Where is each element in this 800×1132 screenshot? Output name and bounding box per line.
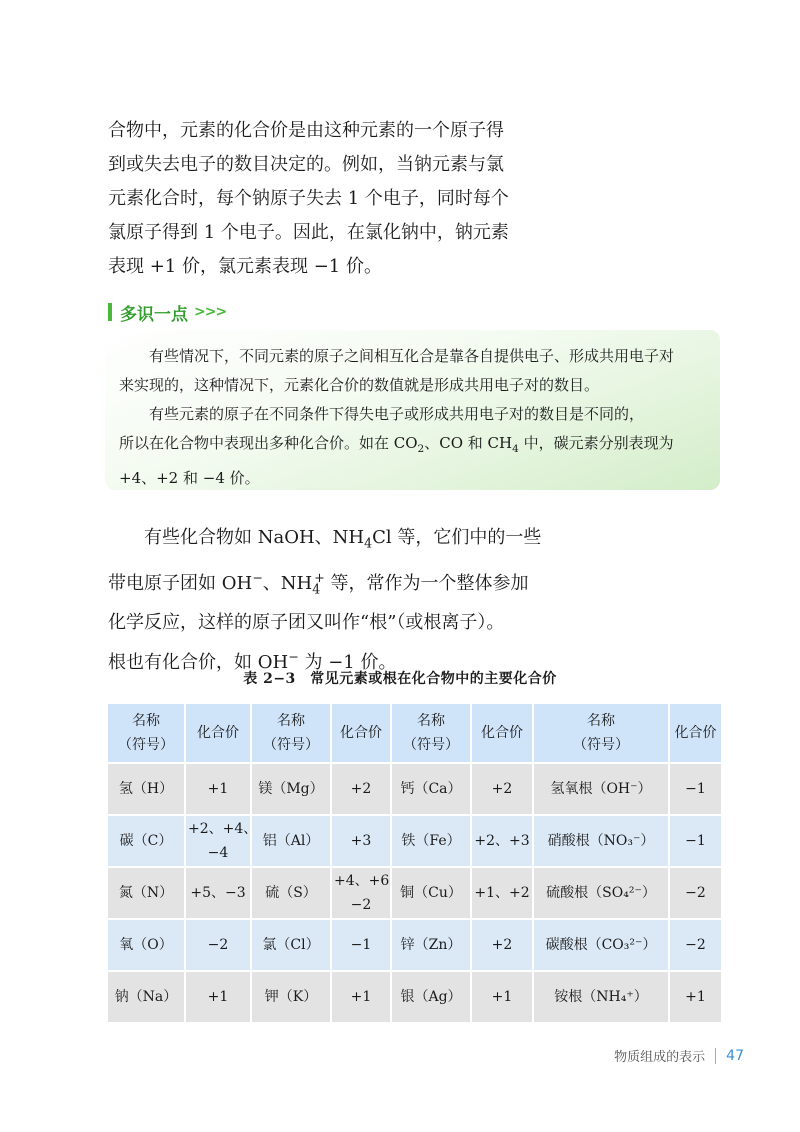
header-text: 名称 bbox=[132, 713, 160, 729]
header-valence: 化合价 bbox=[471, 703, 533, 763]
valence-value: +1、+2 bbox=[471, 867, 533, 919]
superscript: + bbox=[314, 569, 325, 585]
tip-heading bbox=[108, 300, 226, 324]
element-name: 钠（Na） bbox=[107, 971, 185, 1023]
footer-section-title: 物质组成的表示 bbox=[614, 1050, 706, 1065]
valence-value bbox=[185, 815, 258, 867]
text-fragment: 所以在化合物中表现出多种化合价。如在 CO bbox=[119, 434, 418, 452]
valence-value: +1 bbox=[471, 971, 533, 1023]
text-fragment: 带电原子团如 OH bbox=[108, 572, 253, 594]
text-line: 氯原子得到 1 个电子。因此，在氯化钠中，钠元素 bbox=[108, 222, 509, 243]
valence-value: +1 bbox=[185, 763, 251, 815]
element-name: 镁（Mg） bbox=[251, 763, 331, 815]
valence-value: +2 bbox=[471, 763, 533, 815]
valence-line: −2 bbox=[350, 897, 372, 913]
superscript: − bbox=[252, 569, 263, 585]
header-name bbox=[107, 703, 185, 763]
table-row bbox=[107, 763, 722, 815]
radical-name: 碳酸根（CO₃²⁻） bbox=[533, 919, 669, 971]
text-fragment: 为 −1 价。 bbox=[298, 652, 397, 674]
header-text: 名称 bbox=[587, 713, 615, 729]
tip-box bbox=[105, 330, 720, 490]
element-name: 铝（Al） bbox=[251, 815, 331, 867]
element-name: 氮（N） bbox=[107, 867, 185, 919]
valence-value: +3 bbox=[331, 815, 391, 867]
subscript: 4 bbox=[512, 443, 519, 455]
text-line: 元素化合时，每个钠原子失去 1 个电子，同时每个 bbox=[108, 188, 509, 209]
valence-value: +1 bbox=[185, 971, 251, 1023]
text-line: 化学反应，这样的原子团又叫作“根”（或根离子）。 bbox=[108, 612, 505, 634]
valence-value: −1 bbox=[669, 763, 722, 815]
text-fragment: 根也有化合价，如 OH bbox=[108, 652, 289, 674]
header-valence: 化合价 bbox=[331, 703, 391, 763]
valence-value: −2 bbox=[669, 867, 722, 919]
subscript: 2 bbox=[417, 443, 425, 455]
element-name: 银（Ag） bbox=[391, 971, 471, 1023]
header-name bbox=[251, 703, 331, 763]
radical-name: 氢氧根（OH⁻） bbox=[533, 763, 669, 815]
radical-name: 铵根（NH₄⁺） bbox=[533, 971, 669, 1023]
text-line bbox=[108, 561, 538, 607]
element-name: 氢（H） bbox=[107, 763, 185, 815]
tip-title: 多识一点 bbox=[120, 304, 188, 325]
valence-value: +1 bbox=[669, 971, 722, 1023]
header-valence: 化合价 bbox=[669, 703, 722, 763]
header-text: （符号） bbox=[263, 737, 319, 753]
table-caption: 表 2−3 常见元素或根在化合物中的主要化合价 bbox=[243, 671, 557, 687]
table-row bbox=[107, 919, 722, 971]
valence-line: +2、+4、 bbox=[188, 821, 258, 837]
table-row bbox=[107, 971, 722, 1023]
text-fragment: Cl 等，它们中的一些 bbox=[372, 527, 542, 548]
header-text: （符号） bbox=[403, 737, 459, 753]
table-header-row bbox=[107, 703, 722, 763]
element-name: 钾（K） bbox=[251, 971, 331, 1023]
element-name: 氯（Cl） bbox=[251, 919, 331, 971]
element-name: 碳（C） bbox=[107, 815, 185, 867]
valence-line: +4、+6 bbox=[334, 873, 390, 889]
page-footer bbox=[614, 1046, 744, 1065]
valence-value: +2 bbox=[331, 763, 391, 815]
page-number: 47 bbox=[726, 1047, 744, 1064]
triple-chevron-icon: >>> bbox=[194, 304, 227, 320]
valence-table bbox=[106, 702, 723, 1024]
text-fragment: 等，常作为一个整体参加 bbox=[324, 572, 529, 594]
header-text: 名称 bbox=[417, 713, 445, 729]
text-fragment: 有些化合物如 NaOH、NH bbox=[144, 527, 365, 548]
element-name: 铁（Fe） bbox=[391, 815, 471, 867]
table-row bbox=[107, 815, 722, 867]
element-name: 硫（S） bbox=[251, 867, 331, 919]
valence-value: −2 bbox=[669, 919, 722, 971]
header-text: （符号） bbox=[573, 737, 629, 753]
text-line bbox=[108, 521, 542, 561]
tip-line: +4、+2 和 −4 价。 bbox=[119, 469, 260, 487]
text-fragment: 中，碳元素分别表现为 bbox=[518, 434, 674, 452]
header-name bbox=[391, 703, 471, 763]
valence-value bbox=[331, 867, 391, 919]
header-name bbox=[533, 703, 669, 763]
valence-value: +1 bbox=[331, 971, 391, 1023]
tip-accent-bar bbox=[108, 303, 112, 321]
tip-line: 有些情况下，不同元素的原子之间相互化合是靠各自提供电子、形成共用电子对 bbox=[149, 347, 675, 365]
text-line: 合物中，元素的化合价是由这种元素的一个原子得 bbox=[108, 120, 504, 141]
radical-name: 硝酸根（NO₃⁻） bbox=[533, 815, 669, 867]
subscript: 4 bbox=[312, 581, 321, 597]
tip-line: 有些元素的原子在不同条件下得失电子或形成共用电子对的数目是不同的， bbox=[149, 405, 645, 423]
superscript: − bbox=[288, 649, 299, 665]
header-text: 名称 bbox=[277, 713, 305, 729]
text-fragment: 、CO 和 CH bbox=[424, 434, 513, 452]
element-name: 铜（Cu） bbox=[391, 867, 471, 919]
tip-line-formulas bbox=[119, 429, 704, 464]
valence-value: −1 bbox=[669, 815, 722, 867]
header-text: （符号） bbox=[118, 737, 174, 753]
valence-value: −2 bbox=[185, 919, 251, 971]
valence-line: −4 bbox=[207, 845, 229, 861]
text-line: 到或失去电子的数目决定的。例如，当钠元素与氯 bbox=[108, 154, 504, 175]
radical-name: 硫酸根（SO₄²⁻） bbox=[533, 867, 669, 919]
element-name: 钙（Ca） bbox=[391, 763, 471, 815]
paragraph-radicals bbox=[108, 521, 542, 680]
valence-value: +2 bbox=[471, 919, 533, 971]
valence-value: +2、+3 bbox=[471, 815, 533, 867]
element-name: 氧（O） bbox=[107, 919, 185, 971]
text-line: 表现 +1 价，氯元素表现 −1 价。 bbox=[108, 256, 382, 277]
tip-line: 来实现的，这种情况下，元素化合价的数值就是形成共用电子对的数目。 bbox=[119, 376, 600, 394]
paragraph-valence-explanation bbox=[108, 114, 538, 284]
text-fragment: 、NH bbox=[262, 572, 313, 594]
valence-value: +5、−3 bbox=[185, 867, 251, 919]
footer-divider bbox=[715, 1048, 716, 1064]
subscript: 4 bbox=[364, 535, 373, 551]
header-valence: 化合价 bbox=[185, 703, 251, 763]
element-name: 锌（Zn） bbox=[391, 919, 471, 971]
table-row bbox=[107, 867, 722, 919]
valence-value: −1 bbox=[331, 919, 391, 971]
